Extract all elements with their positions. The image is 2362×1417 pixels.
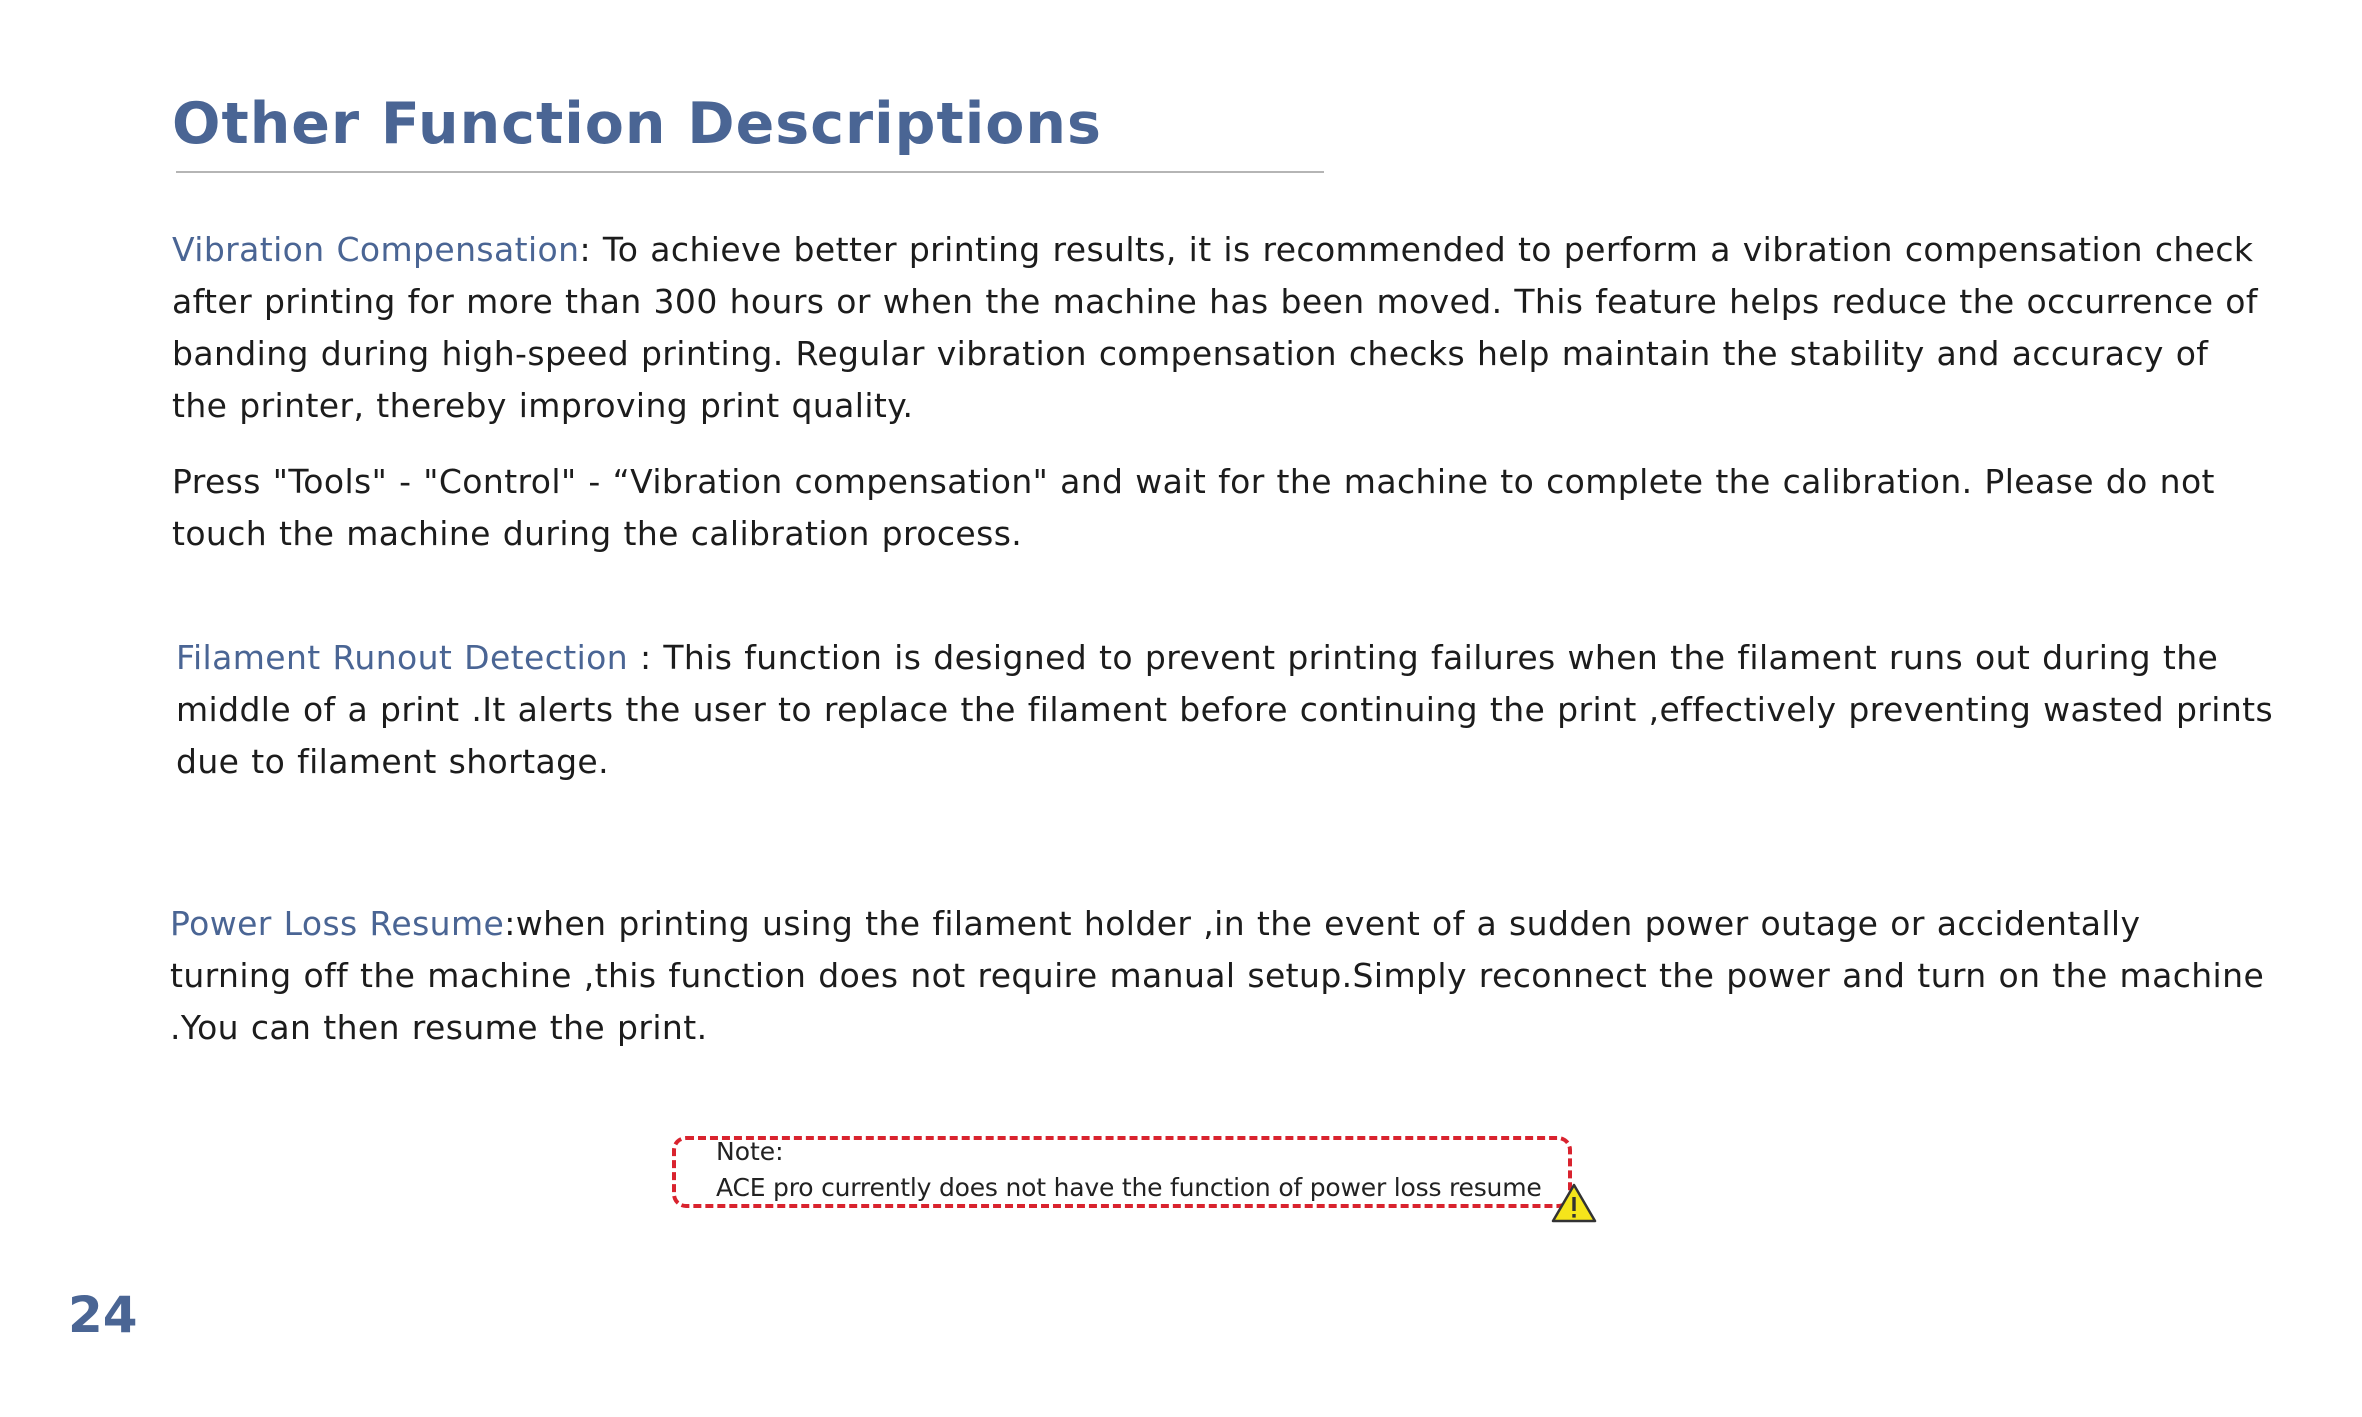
vibration-line-3: banding during high-speed printing. Regular vibration compensation checks help maintain the stability and accuracy of	[172, 334, 2209, 373]
vibration-line-1	[172, 224, 2253, 276]
runout-term: Filament Runout Detection	[176, 638, 629, 677]
vibration-text-1: : To achieve better printing results, it is recommended to perform a vibration compensation check	[579, 230, 2254, 269]
note-text: ACE pro currently does not have the function of power loss resume	[716, 1173, 1542, 1202]
vibration-instruction-1: Press "Tools" - "Control" - “Vibration compensation" and wait for the machine to complete the calibration. Please do not	[172, 462, 2215, 501]
power-line-2: turning off the machine ,this function does not require manual setup.Simply reconnect the power and turn on the machine	[170, 956, 2265, 995]
power-line-1	[170, 898, 2140, 950]
runout-line-2: middle of a print .It alerts the user to replace the filament before continuing the print ,effectively preventing wasted prints	[176, 690, 2274, 729]
vibration-line-4: the printer, thereby improving print quality.	[172, 386, 914, 425]
page-title: Other Function Descriptions	[172, 91, 1102, 157]
vibration-instruction-2: touch the machine during the calibration process.	[172, 514, 1023, 553]
power-line-3: .You can then resume the print.	[170, 1008, 708, 1047]
page-number: 24	[68, 1286, 138, 1344]
runout-text-1: : This function is designed to prevent printing failures when the filament runs out during the	[628, 638, 2219, 677]
title-divider	[176, 171, 1324, 173]
vibration-term: Vibration Compensation	[172, 230, 580, 269]
power-term: Power Loss Resume	[170, 904, 505, 943]
warning-triangle-icon	[1550, 1182, 1598, 1224]
power-text-1: :when printing using the filament holder ,in the event of a sudden power outage or accidentally	[504, 904, 2141, 943]
note-label: Note:	[716, 1137, 784, 1166]
runout-line-3: due to filament shortage.	[176, 742, 610, 781]
runout-line-1	[176, 632, 2218, 684]
vibration-line-2: after printing for more than 300 hours or when the machine has been moved. This feature helps reduce the occurrence of	[172, 282, 2258, 321]
